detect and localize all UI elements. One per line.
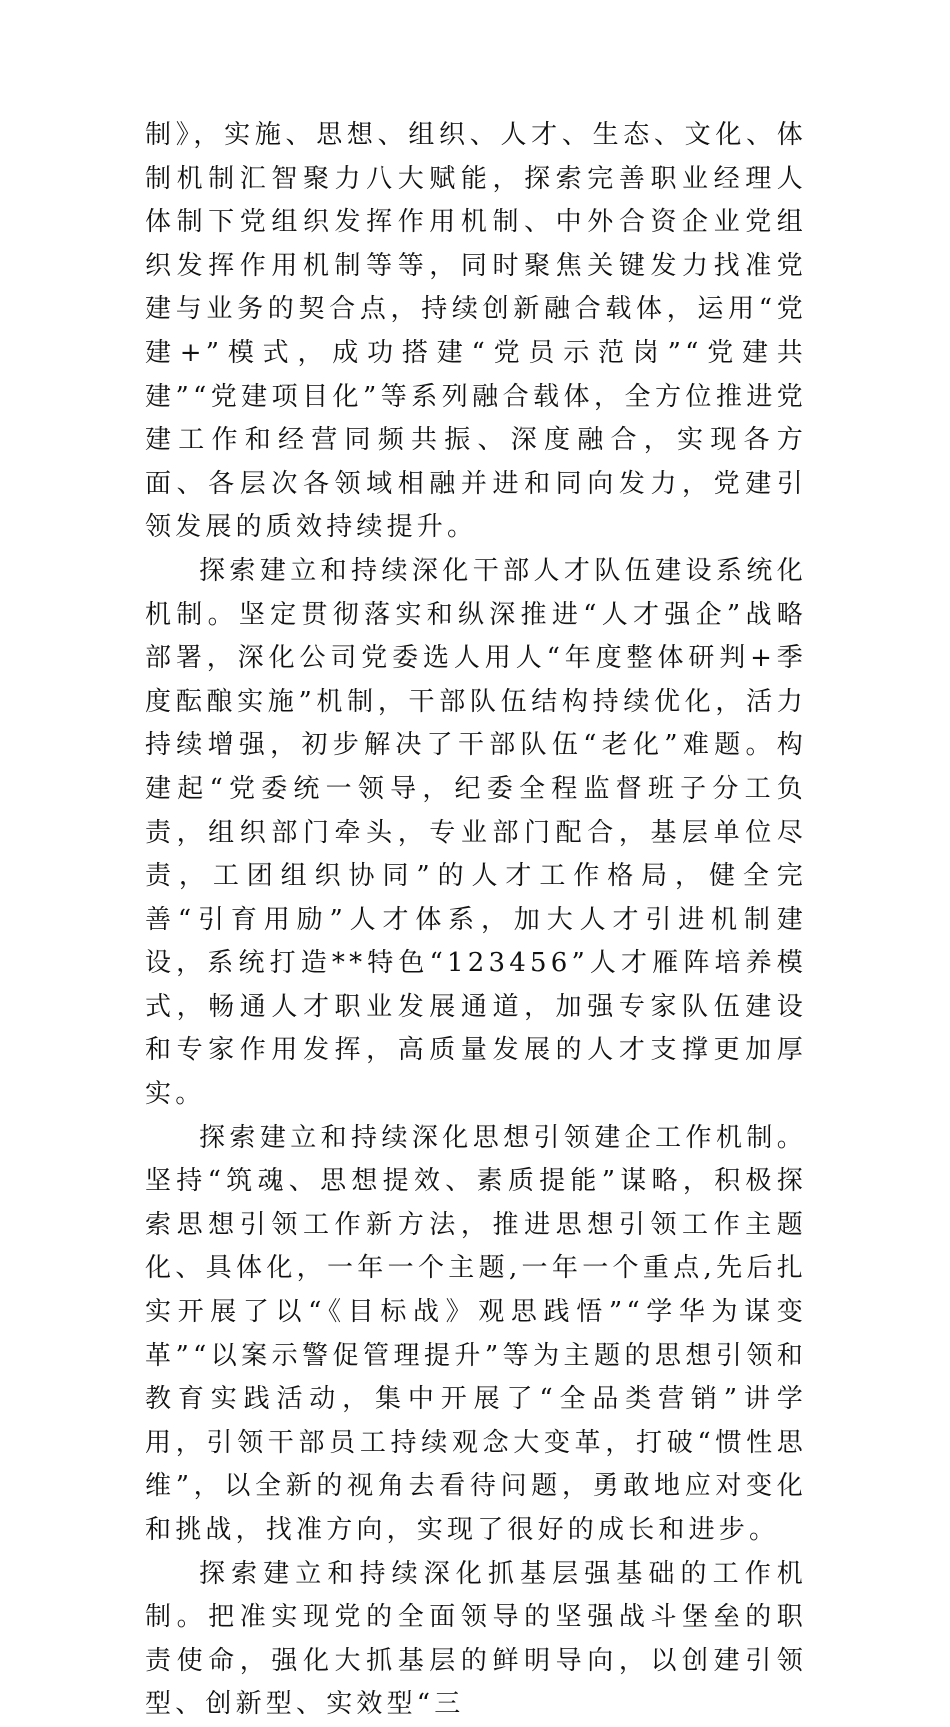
paragraph-4: 探索建立和持续深化抓基层强基础的工作机制。把准实现党的全面领导的坚强战斗堡垒的职责使命，强化大抓基层的鲜明导向，以创建引领型、创新型、实效型“三 (145, 1558, 807, 1720)
paragraph-3: 探索建立和持续深化思想引领建企工作机制。坚持“筑魂、思想提效、素质提能”谋略，积极探索思想引领工作新方法，推进思想引领工作主题化、具体化，一年一个主题,一年一个重点,先后扎实开展了以“《目标战》观思践悟”“学华为谋变革”“以案示警促管理提升”等为主题的思想引领和教育实践活动，集中开展了“全品类营销”讲学用，引领干部员工持续观念大变革，打破“惯性思维”，以全新的视角去看待问题，勇敢地应对变化和挑战，找准方向，实现了很好的成长和进步。 (145, 1122, 807, 1545)
paragraph-1: 制》，实施、思想、组织、人才、生态、文化、体制机制汇智聚力八大赋能，探索完善职业经理人体制下党组织发挥作用机制、中外合资企业党组织发挥作用机制等等，同时聚焦关键发力找准党建与业务的契合点，持续创新融合载体，运用“党建+”模式，成功搭建“党员示范岗”“党建共建”“党建项目化”等系列融合载体，全方位推进党建工作和经营同频共振、深度融合，实现各方面、各层次各领域相融并进和同向发力，党建引领发展的质效持续提升。 (145, 120, 807, 543)
paragraph-2: 探索建立和持续深化干部人才队伍建设系统化机制。坚定贯彻落实和纵深推进“人才强企”战略部署，深化公司党委选人用人“年度整体研判+季度酝酿实施”机制，干部队伍结构持续优化，活力持续增强，初步解决了干部队伍“老化”难题。构建起“党委统一领导，纪委全程监督班子分工负责，组织部门牵头，专业部门配合，基层单位尽责，工团组织协同”的人才工作格局，健全完善“引育用励”人才体系，加大人才引进机制建设，系统打造**特色“123456”人才雁阵培养模式，畅通人才职业发展通道，加强专家队伍建设和专家作用发挥，高质量发展的人才支撑更加厚实。 (145, 555, 807, 1110)
document-page (145, 114, 807, 1727)
